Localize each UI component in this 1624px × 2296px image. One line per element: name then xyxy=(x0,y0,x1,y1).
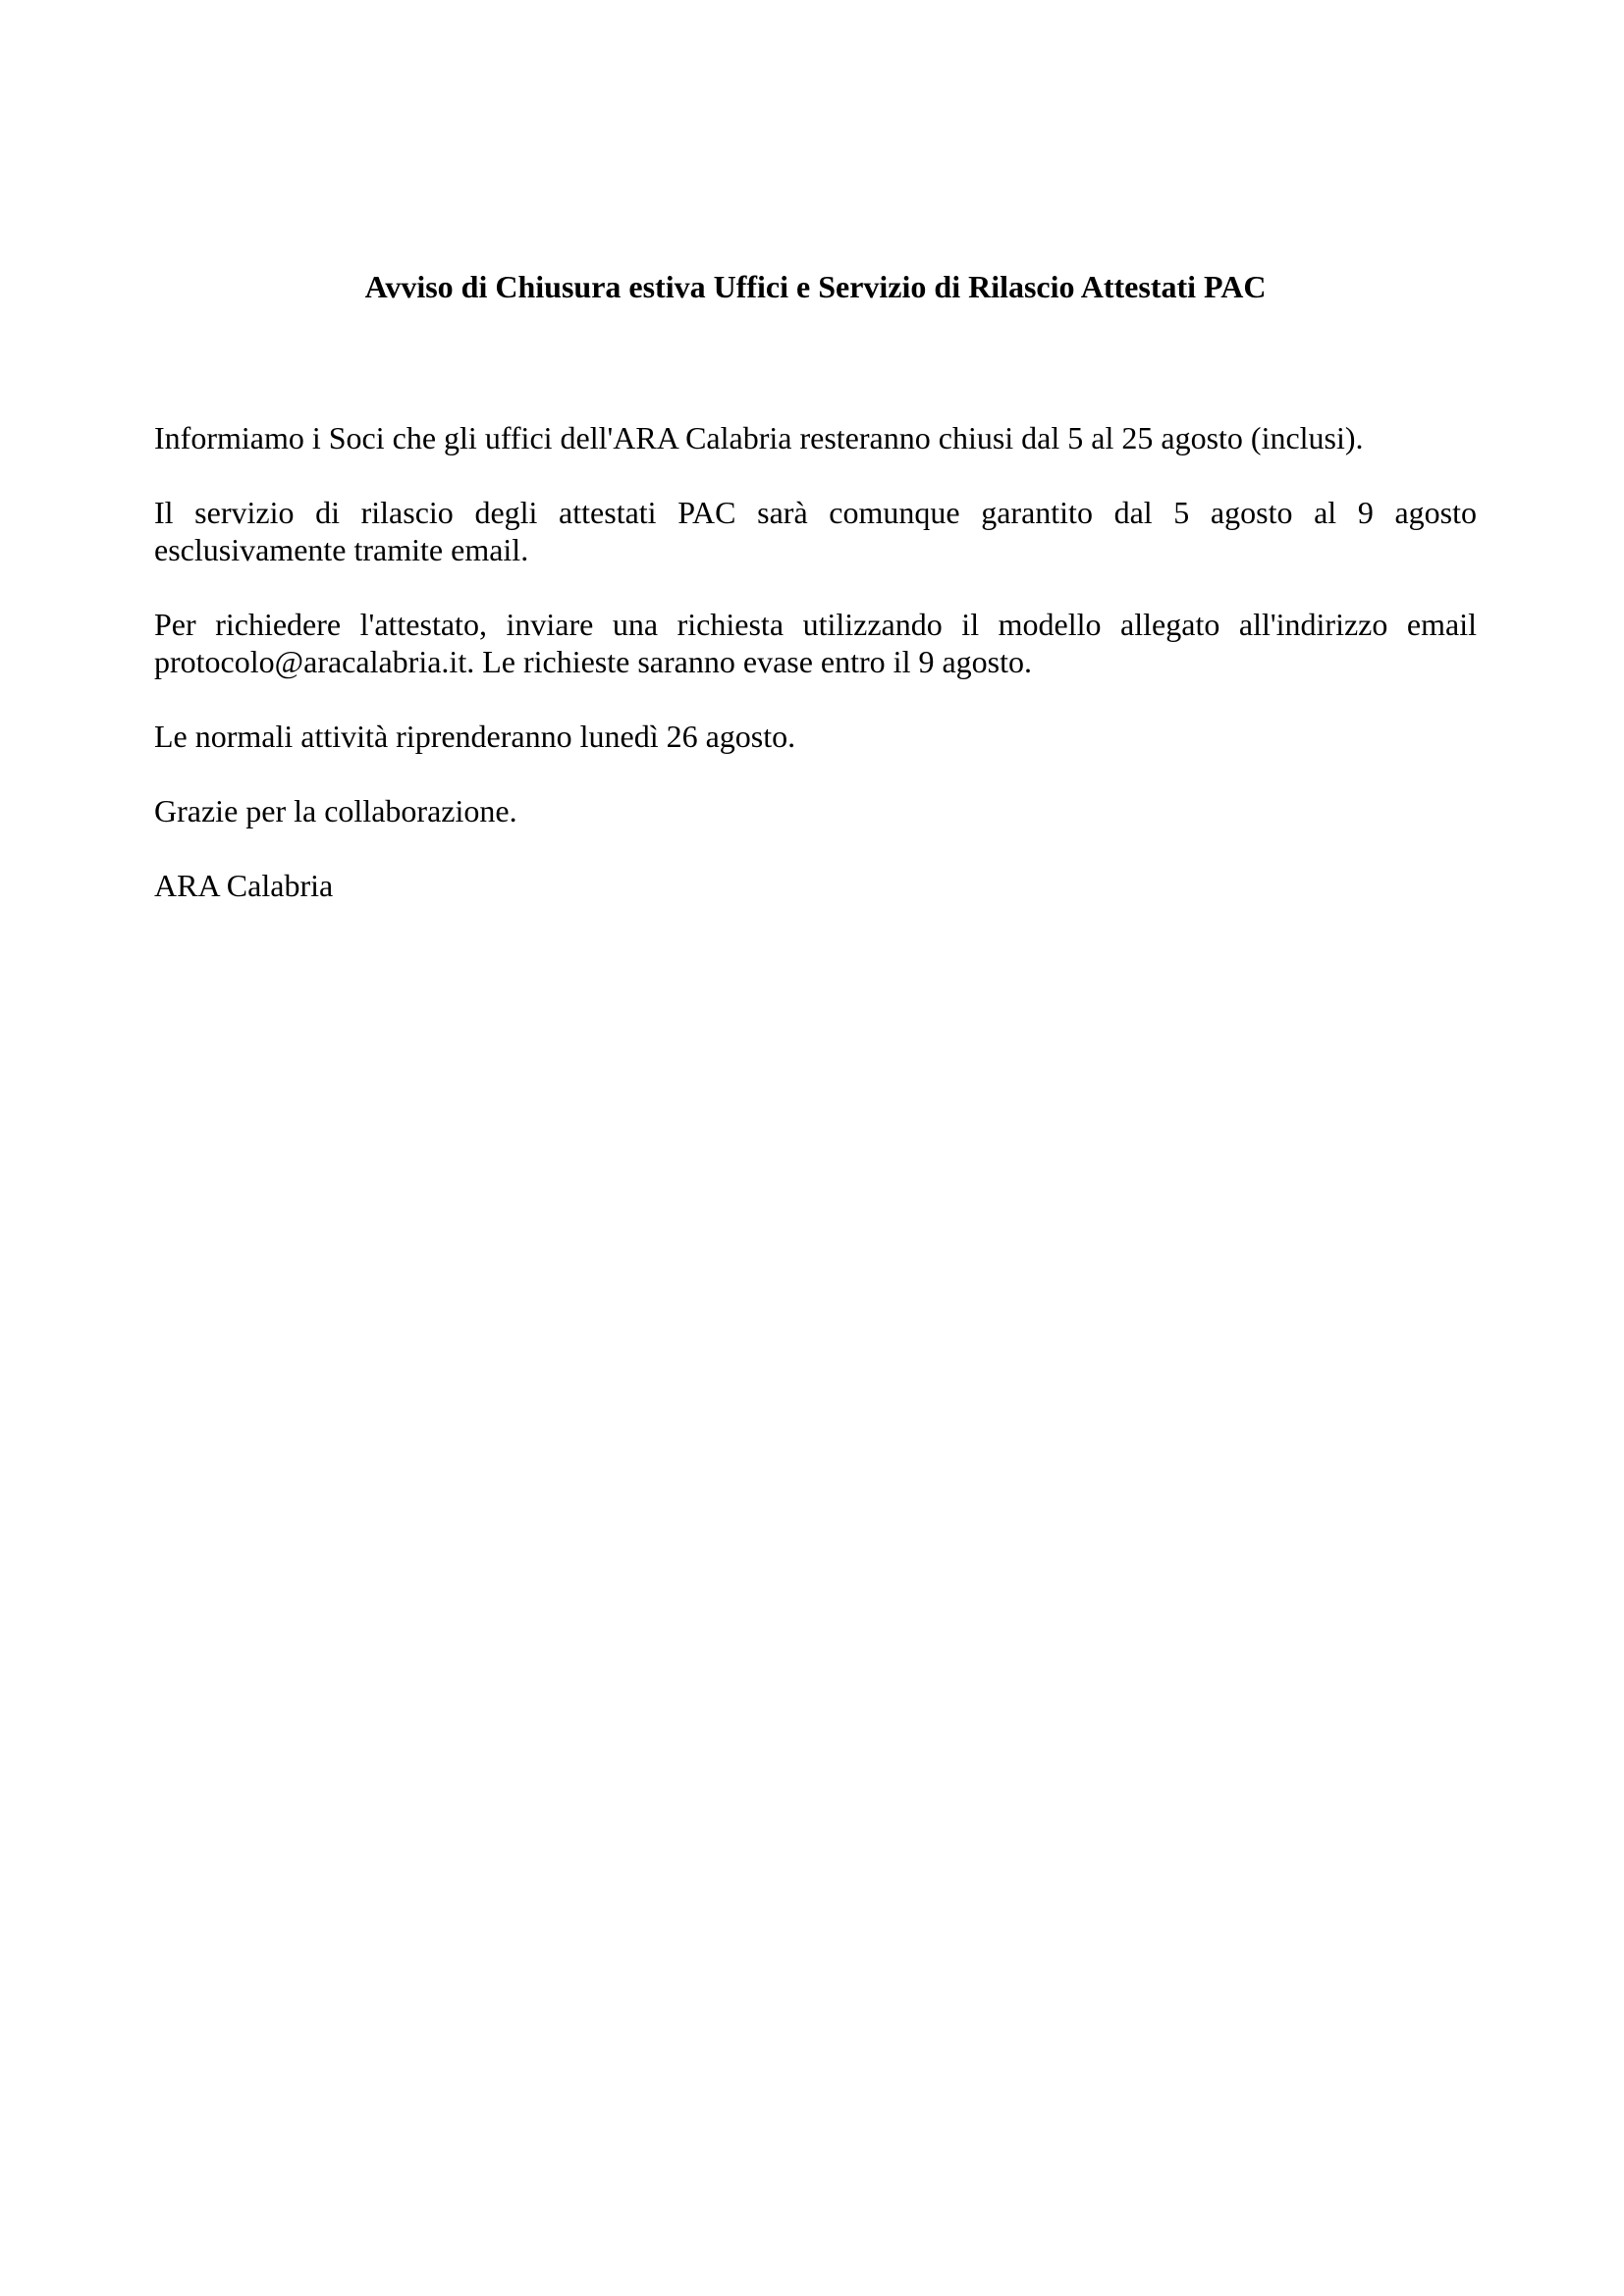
document-title: Avviso di Chiusura estiva Uffici e Servizio di Rilascio Attestati PAC xyxy=(364,269,1267,304)
paragraph-pac-service xyxy=(154,494,1477,568)
paragraph-resume-activities: Le normali attività riprenderanno lunedì 26 agosto. xyxy=(154,719,796,754)
paragraph-pac-service-line-2: esclusivamente tramite email. xyxy=(154,532,529,567)
paragraph-pac-service-line-1: Il servizio di rilascio degli attestati PAC sarà comunque garantito dal 5 agosto al 9 agosto xyxy=(154,495,1477,530)
paragraph-request-instructions-line-1: Per richiedere l'attestato, inviare una richiesta utilizzando il modello allegato all'indirizzo email xyxy=(154,607,1477,642)
signature: ARA Calabria xyxy=(154,868,334,903)
document-body xyxy=(154,419,1477,904)
paragraph-thanks: Grazie per la collaborazione. xyxy=(154,793,517,828)
paragraph-request-instructions xyxy=(154,606,1477,680)
paragraph-closure-dates: Informiamo i Soci che gli uffici dell'ARA Calabria resteranno chiusi dal 5 al 25 agosto (inclusi). xyxy=(154,420,1364,455)
paragraph-request-instructions-line-2: protocolo@aracalabria.it. Le richieste saranno evase entro il 9 agosto. xyxy=(154,644,1032,679)
